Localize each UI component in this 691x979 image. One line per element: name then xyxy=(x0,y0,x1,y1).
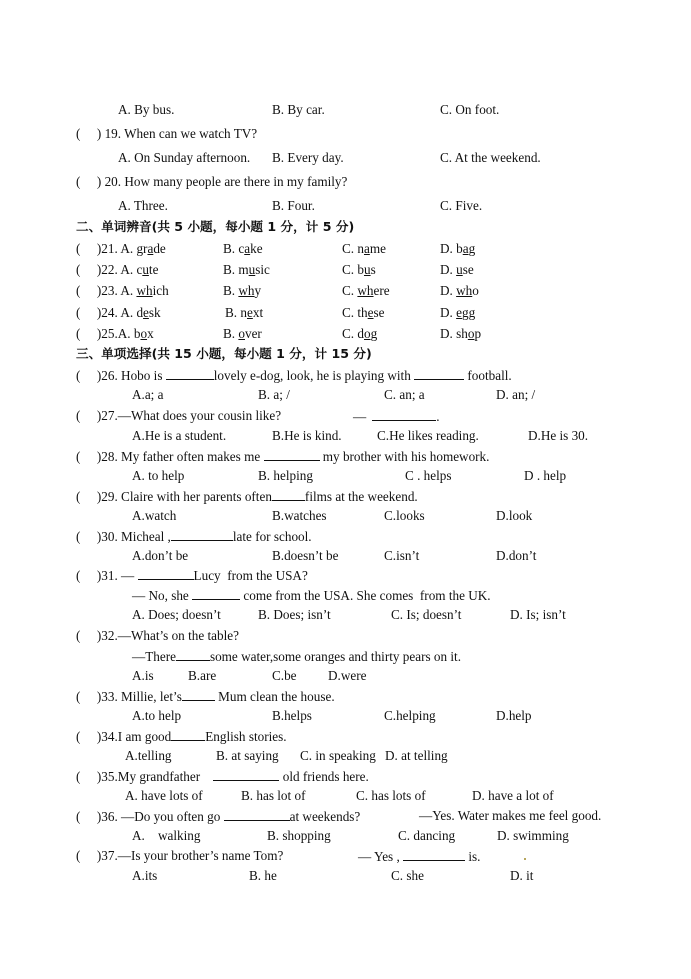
q32-option-d: D.were xyxy=(328,668,367,683)
q19-option-a: A. On Sunday afternoon. xyxy=(118,150,251,165)
phonics-d-underlined: e xyxy=(456,305,462,320)
answer-blank xyxy=(403,848,465,861)
q18-option-a: A. By bus. xyxy=(118,102,175,117)
section-3-heading: 三、单项选择(共 15 小题，每小题 1 分，计 15 分) xyxy=(76,346,372,361)
q30-stem-start: ( )30. Micheal , xyxy=(76,529,171,544)
phonics-num: ( )24. A. xyxy=(76,305,137,320)
phonics-a-post: de xyxy=(153,241,166,256)
phonics-c-underlined: e xyxy=(367,305,374,320)
q26-option-b: B. a; / xyxy=(258,387,290,402)
q37-option-d: D. it xyxy=(510,868,534,883)
phonics-b-pre: B. xyxy=(223,326,239,341)
q20-option-b: B. Four. xyxy=(272,198,315,213)
q35-option-c: C. has lots of xyxy=(356,788,426,803)
q28-option-a: A. to help xyxy=(132,468,185,483)
phonics-b-post: ke xyxy=(250,241,263,256)
answer-blank xyxy=(171,528,233,541)
q28-option-d: D . help xyxy=(524,468,567,483)
q32-reply xyxy=(132,648,461,665)
phonics-b-underlined: a xyxy=(244,241,251,256)
phonics-a-post: te xyxy=(148,262,159,277)
q35-stem xyxy=(76,768,369,785)
q29-stem-start: ( )29. Claire with her parents often xyxy=(76,489,272,504)
q37-option-a: A.its xyxy=(132,868,158,883)
phonics-d-pre: D. xyxy=(440,305,457,320)
q37-stem: ( )37.—Is your brother’s name Tom? xyxy=(76,848,284,863)
q36-option-b: B. shopping xyxy=(267,828,331,843)
phonics-num: ( )22. A. xyxy=(76,262,137,277)
phonics-b-underlined: o xyxy=(238,326,245,341)
q28-stem-start: ( )28. My father often makes me xyxy=(76,449,264,464)
q30-option-b: B.doesn’t be xyxy=(272,548,339,563)
phonics-b-pre: B. xyxy=(223,283,239,298)
phonics-c-underlined: a xyxy=(363,241,370,256)
q27-stem: ( )27.—What does your cousin like? xyxy=(76,408,282,423)
q26-stem-end: football. xyxy=(464,368,512,383)
q35-option-d: D. have a lot of xyxy=(472,788,554,803)
q27-option-d: D.He is 30. xyxy=(528,428,589,443)
q29-option-c: C.looks xyxy=(384,508,425,523)
q18-option-b: B. By car. xyxy=(272,102,325,117)
phonics-c-underlined: o xyxy=(363,326,371,341)
q29-stem xyxy=(76,488,418,505)
phonics-d-pre: D. sh xyxy=(440,326,468,341)
q35-option-b: B. has lot of xyxy=(241,788,306,803)
q33-stem-start: ( )33. Millie, let’s xyxy=(76,689,182,704)
q34-option-c: C. in speaking xyxy=(300,748,376,763)
q32-reply-start: —There xyxy=(132,649,176,664)
q26-stem-start: ( )26. Hobo is xyxy=(76,368,166,383)
phonics-c-post: se xyxy=(373,305,385,320)
phonics-b-underlined: e xyxy=(246,305,253,320)
q29-stem-end: films at the weekend. xyxy=(304,489,418,504)
speck-mark xyxy=(524,858,526,860)
q34-stem-start: ( )34.I am good xyxy=(76,729,172,744)
q32-stem: ( )32.—What’s on the table? xyxy=(76,628,239,643)
phonics-d-pre: D. xyxy=(440,283,457,298)
q27-option-c: C.He likes reading. xyxy=(377,428,479,443)
section-2-heading: 二、单词辨音(共 5 小题，每小题 1 分，计 5 分) xyxy=(76,219,355,234)
q20-option-c: C. Five. xyxy=(440,198,483,213)
answer-blank xyxy=(372,408,436,421)
phonics-d-post: p xyxy=(474,326,482,341)
q20-stem: ( ) 20. How many people are there in my family? xyxy=(76,174,348,189)
q18-option-c: C. On foot. xyxy=(440,102,500,117)
phonics-num: ( )21. A. xyxy=(76,241,137,256)
q28-option-b: B. helping xyxy=(258,468,313,483)
q33-stem-end: Mum clean the house. xyxy=(214,689,335,704)
q27-option-b: B.He is kind. xyxy=(272,428,342,443)
phonics-d-pre: D. xyxy=(440,262,457,277)
q34-option-b: B. at saying xyxy=(216,748,279,763)
q30-option-a: A.don’t be xyxy=(132,548,189,563)
q31-reply-end: come from the USA. She comes from the UK. xyxy=(240,588,491,603)
q19-option-b: B. Every day. xyxy=(272,150,344,165)
phonics-c-pre: C. th xyxy=(342,305,368,320)
answer-blank xyxy=(171,728,205,741)
phonics-a-underlined: e xyxy=(143,305,149,320)
phonics-a-pre: b xyxy=(133,326,141,341)
phonics-b-post: y xyxy=(254,283,262,298)
phonics-c-underlined: wh xyxy=(357,283,374,298)
q26-stem-middle: lovely e-dog, look, he is playing with xyxy=(213,368,415,383)
phonics-b-post: xt xyxy=(252,305,264,320)
phonics-c-post: s xyxy=(370,262,376,277)
answer-blank xyxy=(272,488,305,501)
q28-option-c: C . helps xyxy=(405,468,452,483)
q37-reply-end: is. xyxy=(465,849,481,864)
q33-stem xyxy=(76,688,335,705)
q33-option-a: A.to help xyxy=(132,708,182,723)
q32-reply-end: some water,some oranges and thirty pears on it. xyxy=(209,649,462,664)
q30-stem xyxy=(76,528,312,545)
q36-stem xyxy=(76,808,360,825)
q32-option-b: B.are xyxy=(188,668,217,683)
phonics-c-post: me xyxy=(369,241,386,256)
answer-blank xyxy=(264,448,320,461)
answer-blank xyxy=(192,587,240,600)
q31-option-a: A. Does; doesn’t xyxy=(132,607,221,622)
phonics-b-pre: B. m xyxy=(223,262,249,277)
q37-reply-start: — Yes , xyxy=(358,849,404,864)
answer-blank xyxy=(414,367,464,380)
q34-option-a: A.telling xyxy=(125,748,172,763)
phonics-a-pre: c xyxy=(136,262,143,277)
q34-option-d: D. at telling xyxy=(385,748,448,763)
q26-stem xyxy=(76,367,512,384)
q31-reply xyxy=(132,587,491,604)
answer-blank xyxy=(176,648,210,661)
q36-option-c: C. dancing xyxy=(398,828,456,843)
phonics-a-post: x xyxy=(147,326,154,341)
q27-period: . xyxy=(436,409,440,424)
q27-option-a: A.He is a student. xyxy=(132,428,227,443)
q30-stem-end: late for school. xyxy=(232,529,312,544)
q27-dash: — xyxy=(353,409,367,424)
phonics-d-underlined: o xyxy=(467,326,475,341)
q33-option-d: D.help xyxy=(496,708,532,723)
q35-stem-end: old friends here. xyxy=(279,769,369,784)
q29-option-b: B.watches xyxy=(272,508,327,523)
phonics-c-pre: C. b xyxy=(342,262,364,277)
q26-option-a: A.a; a xyxy=(132,387,164,402)
q27-reply xyxy=(353,408,439,425)
q36-option-a: A. walking xyxy=(132,828,201,843)
phonics-d-post: se xyxy=(462,262,474,277)
q30-option-c: C.isn’t xyxy=(384,548,420,563)
q30-option-d: D.don’t xyxy=(496,548,537,563)
q26-option-d: D. an; / xyxy=(496,387,536,402)
q34-stem xyxy=(76,728,287,745)
phonics-c-pre: C. n xyxy=(342,241,364,256)
q20-option-a: A. Three. xyxy=(118,198,168,213)
q19-option-c: C. At the weekend. xyxy=(440,150,541,165)
phonics-b-pre: B. c xyxy=(223,241,245,256)
q37-option-c: C. she xyxy=(391,868,424,883)
answer-blank xyxy=(138,567,194,580)
phonics-a-pre: d xyxy=(136,305,144,320)
q31-option-c: C. Is; doesn’t xyxy=(391,607,462,622)
phonics-d-pre: D. b xyxy=(440,241,463,256)
q28-stem xyxy=(76,448,489,465)
phonics-a-underlined: o xyxy=(140,326,148,341)
q32-option-a: A.is xyxy=(132,668,154,683)
q35-stem-start: ( )35.My grandfather xyxy=(76,769,204,784)
phonics-c-pre: C. xyxy=(342,283,358,298)
q37-option-b: B. he xyxy=(249,868,277,883)
answer-blank xyxy=(224,808,290,821)
q31-stem xyxy=(76,567,308,584)
q26-option-c: C. an; a xyxy=(384,387,425,402)
q31-stem-end: Lucy from the USA? xyxy=(193,568,308,583)
phonics-c-post: g xyxy=(370,326,378,341)
phonics-a-post: sk xyxy=(148,305,161,320)
phonics-c-underlined: u xyxy=(363,262,371,277)
phonics-a-underlined: wh xyxy=(136,283,153,298)
q28-stem-end: my brother with his homework. xyxy=(319,449,490,464)
phonics-d-post: o xyxy=(472,283,479,298)
q31-stem-start: ( )31. — xyxy=(76,568,138,583)
phonics-a-pre: gr xyxy=(136,241,148,256)
q36-stem-start: ( )36. —Do you often go xyxy=(76,809,224,824)
phonics-d-post: gg xyxy=(461,305,476,320)
phonics-d-post: g xyxy=(468,241,476,256)
phonics-a-post: ich xyxy=(152,283,169,298)
phonics-a-underlined: a xyxy=(147,241,154,256)
answer-blank xyxy=(182,688,215,701)
phonics-num: ( )25.A. xyxy=(76,326,134,341)
answer-blank xyxy=(166,367,214,380)
phonics-b-underlined: wh xyxy=(238,283,255,298)
q36-stem-end: at weekends? xyxy=(289,809,361,824)
q31-option-d: D. Is; isn’t xyxy=(510,607,566,622)
phonics-num: ( )23. A. xyxy=(76,283,137,298)
phonics-b-underlined: u xyxy=(248,262,256,277)
q31-option-b: B. Does; isn’t xyxy=(258,607,331,622)
phonics-b-post: sic xyxy=(255,262,270,277)
q19-stem: ( ) 19. When can we watch TV? xyxy=(76,126,258,141)
q33-option-c: C.helping xyxy=(384,708,436,723)
q35-option-a: A. have lots of xyxy=(125,788,203,803)
q32-option-c: C.be xyxy=(272,668,297,683)
q36-option-d: D. swimming xyxy=(497,828,569,843)
q34-stem-end: English stories. xyxy=(205,729,287,744)
phonics-c-pre: C. d xyxy=(342,326,364,341)
q36-reply: —Yes. Water makes me feel good. xyxy=(419,808,602,823)
phonics-a-underlined: u xyxy=(142,262,149,277)
answer-blank xyxy=(213,768,279,781)
phonics-b-pre: B. n xyxy=(225,305,247,320)
phonics-d-underlined: u xyxy=(456,262,463,277)
q37-reply xyxy=(358,848,480,865)
phonics-d-underlined: a xyxy=(462,241,469,256)
phonics-c-post: ere xyxy=(373,283,390,298)
q29-option-a: A.watch xyxy=(132,508,177,523)
q29-option-d: D.look xyxy=(496,508,533,523)
q33-option-b: B.helps xyxy=(272,708,312,723)
phonics-d-underlined: wh xyxy=(456,283,473,298)
phonics-b-post: ver xyxy=(244,326,262,341)
q31-reply-start: — No, she xyxy=(132,588,193,603)
